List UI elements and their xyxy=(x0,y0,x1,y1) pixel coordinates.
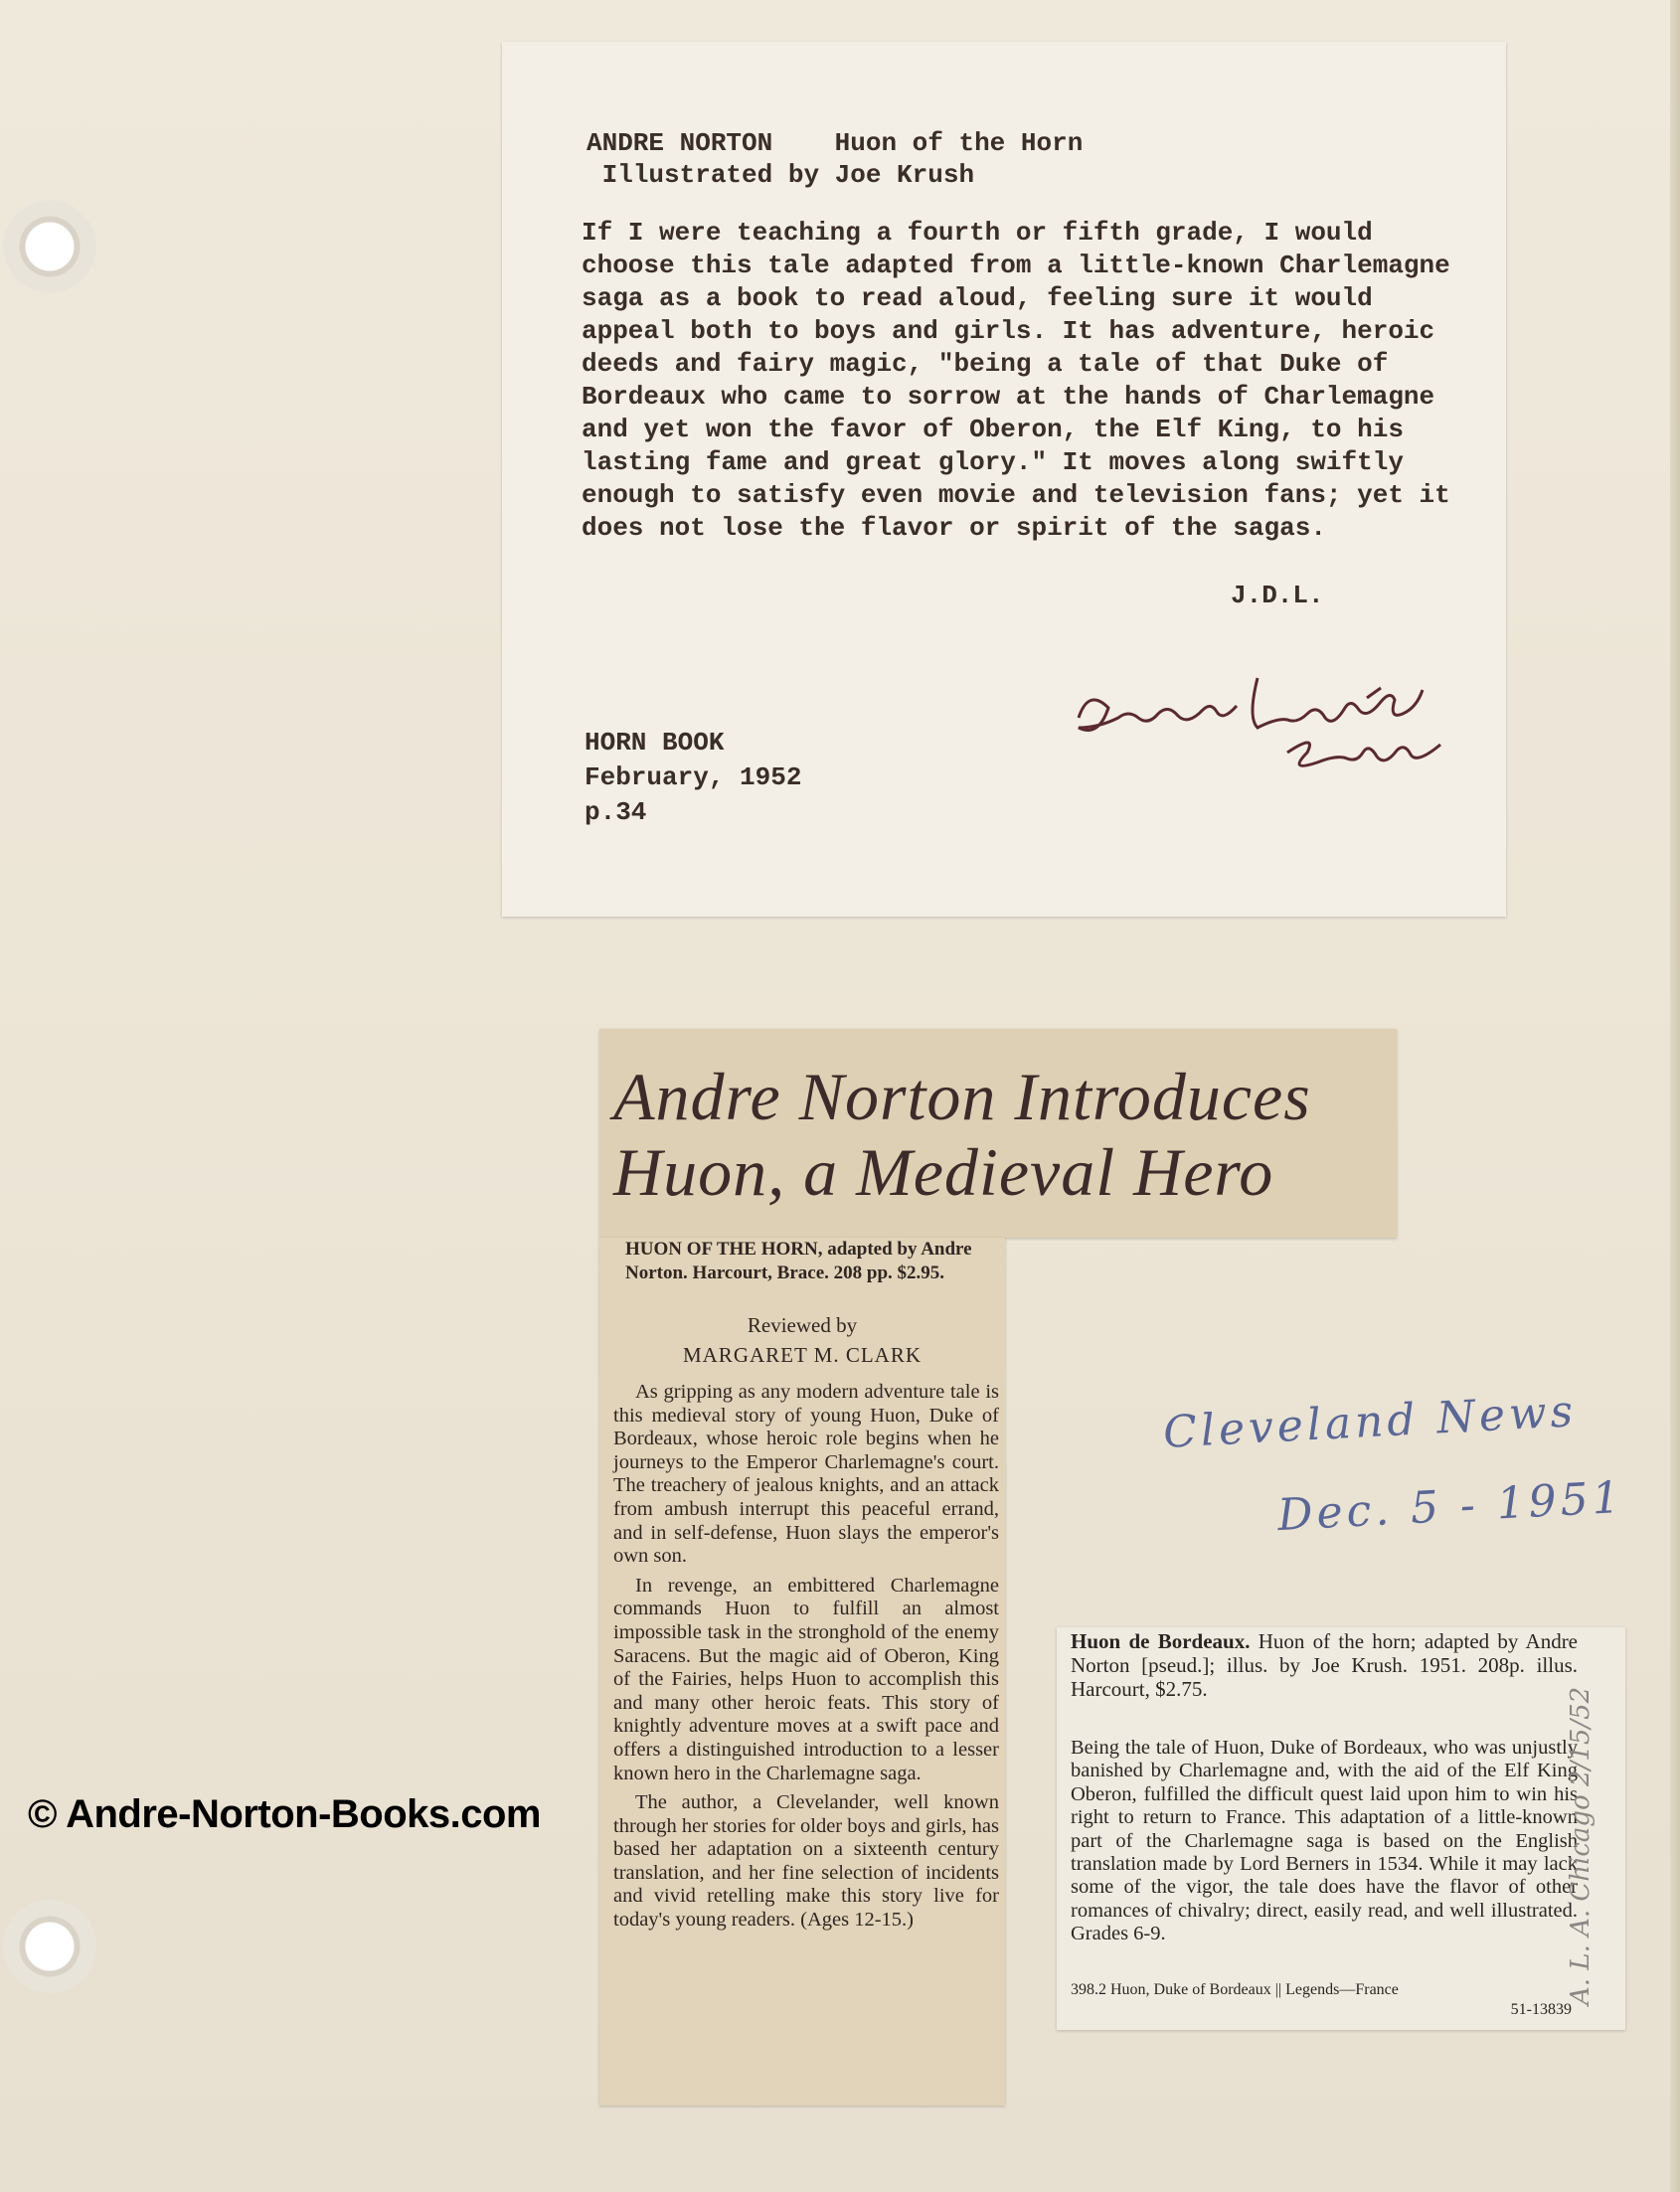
typed-initials: J.D.L. xyxy=(1231,581,1324,610)
newspaper-review-column xyxy=(599,1238,1005,2106)
typed-title: Huon of the Horn xyxy=(834,128,1084,158)
review-paragraph: In revenge, an embittered Charlemagne commands Huon to fulfill an almost impossible task in the stronghold of the enemy Saracens. But the magic aid of Oberon, King of the Fairies, helps Huon to accomplish this and many other heroic feats. This story of knightly adventure moves at a swift pace and offers a distinguished introduction to a lesser known hero in the Charlemagne saga. xyxy=(613,1574,999,1784)
handwritten-date: Dec. 5 - 1951 xyxy=(1275,1471,1625,1542)
catalog-heading xyxy=(1071,1629,1578,1701)
catalog-card-number: 51-13839 xyxy=(1510,2001,1572,2018)
catalog-card-clipping xyxy=(1057,1627,1625,2030)
editor-signature xyxy=(1069,638,1486,787)
catalog-heading-bold: Huon de Bordeaux. xyxy=(1071,1629,1251,1653)
catalog-subjects: 398.2 Huon, Duke of Bordeaux || Legends—France xyxy=(1071,1981,1399,1998)
reviewed-by-label: Reviewed by xyxy=(747,1313,858,1337)
newspaper-headline-clipping xyxy=(599,1029,1397,1238)
typed-source-page: p.34 xyxy=(585,797,647,827)
catalog-handwritten-stamp: A. L. A. Chicago 2/15/52 xyxy=(1566,1686,1596,2005)
typed-author: ANDRE NORTON xyxy=(587,128,773,158)
typed-source xyxy=(585,726,801,830)
typed-illustrator: Illustrated by Joe Krush xyxy=(601,160,975,190)
page-edge xyxy=(1670,0,1680,2192)
typed-header xyxy=(587,127,1083,191)
binder-hole-top xyxy=(2,199,97,294)
headline-line-1: Andre Norton Introduces xyxy=(613,1059,1311,1134)
catalog-annotation: Being the tale of Huon, Duke of Bordeaux, who was unjustly banished by Charlemagne and, with the aid of the Elf King Oberon, fulfilled the difficult quest laid upon him to win his right to return to France. This adaptation of a little-known part of the Charlemagne saga is based on the English translation made by Lord Berners in 1534. While it may lack some of the vigor, the tale does have the flavor of other romances of chivalry; direct, easily read, and well illustrated. Grades 6-9. xyxy=(1071,1737,1578,1945)
binder-hole-bottom xyxy=(2,1899,97,1994)
reviewer-name: MARGARET M. CLARK xyxy=(682,1343,923,1367)
headline-line-2: Huon, a Medieval Hero xyxy=(613,1134,1274,1210)
newspaper-headline xyxy=(613,1059,1399,1210)
catalog-heading-rest: Huon of the horn; adapted by Andre Norton [pseud.]; illus. by Joe Krush. 1951. 208p. illus. Harcourt, $2.75. xyxy=(1071,1629,1579,1701)
newspaper-review-text xyxy=(613,1381,999,1939)
copyright-watermark: © Andre-Norton-Books.com xyxy=(28,1792,541,1836)
typed-review-body: If I were teaching a fourth or fifth grade, I would choose this tale adapted from a little-known Charlemagne saga as a book to read aloud, feeling sure it would appeal both to boys and girls. It has adventure, heroic deeds and fairy magic, "being a tale of that Duke of Bordeaux who came to sorrow at the hands of Charlemagne and yet won the favor of Oberon, the Elf King, to his lasting fame and great glory." It moves along swiftly enough to satisfy even movie and television fans; yet it does not lose the flavor or spirit of the sagas. xyxy=(582,218,1450,543)
typed-source-name: HORN BOOK xyxy=(585,728,725,758)
horn-book-clipping xyxy=(502,42,1506,917)
newspaper-book-line: HUON OF THE HORN, adapted by Andre Norton. Harcourt, Brace. 208 pp. $2.95. xyxy=(625,1239,972,1283)
review-paragraph: The author, a Clevelander, well known through her stories for older boys and girls, has based her adaptation on a sixteenth century translation, and her fine selection of incidents and vivid retelling make this story live for today's young readers. (Ages 12-15.) xyxy=(613,1791,999,1932)
typed-source-date: February, 1952 xyxy=(585,762,802,792)
review-paragraph: As gripping as any modern adventure tale is this medieval story of young Huon, Duke of Bordeaux, whose heroic role begins when he journeys to the Emperor Charlemagne's court. The treachery of jealous knights, and an attack from ambush interrupt this peaceful errand, and in self-defense, Huon slays the emperor's own son. xyxy=(613,1381,999,1568)
handwritten-source: Cleveland News xyxy=(1161,1386,1579,1458)
